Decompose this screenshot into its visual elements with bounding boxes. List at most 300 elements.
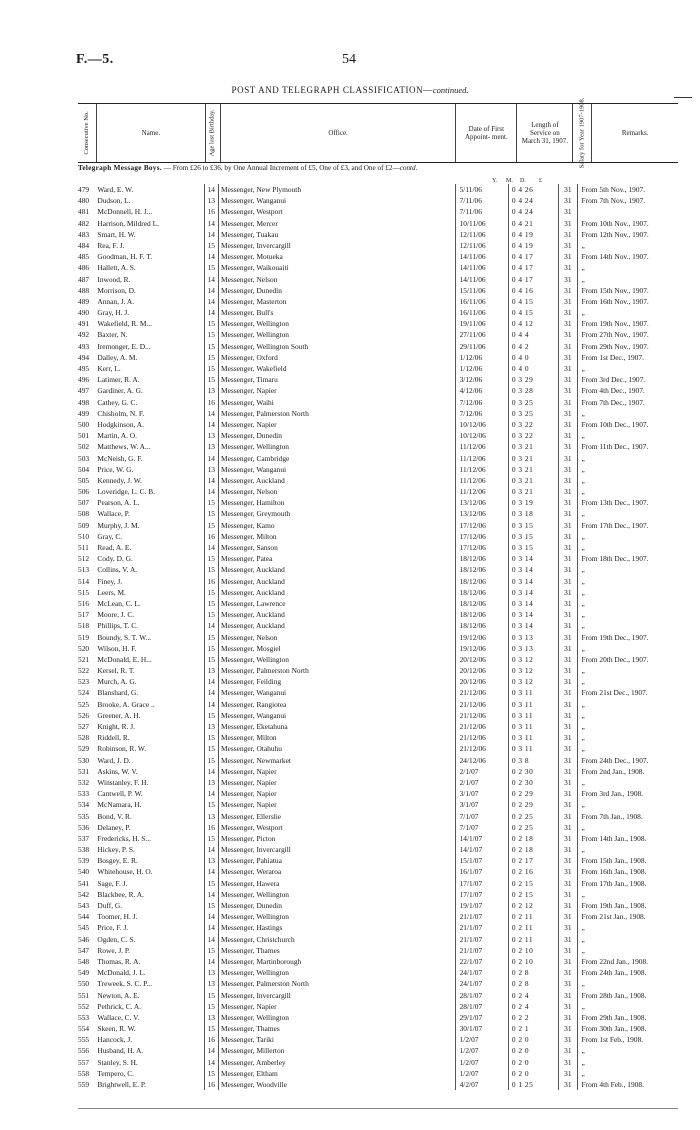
- row-number: 554: [78, 1024, 90, 1034]
- row-remarks: „: [581, 699, 585, 709]
- row-office: Messenger, Napier: [219, 777, 456, 788]
- row-age: 16: [205, 397, 220, 408]
- row-length: 0 3 22: [509, 419, 559, 430]
- row-date: 14/11/06: [456, 262, 509, 273]
- table-row: [78, 990, 678, 1001]
- row-age: 15: [205, 732, 220, 743]
- row-age: 15: [205, 990, 220, 1001]
- row-name: Knight, R. J.: [95, 721, 204, 732]
- row-number: 495: [78, 364, 90, 373]
- row-salary: 31: [559, 866, 577, 877]
- row-remarks: From 28th Jan., 1908.: [581, 990, 647, 1000]
- row-salary: 31: [559, 531, 577, 542]
- row-remarks: „: [581, 733, 585, 743]
- row-age: 14: [205, 956, 220, 967]
- row-age: 15: [205, 374, 220, 385]
- row-salary: 31: [559, 576, 577, 587]
- table-row: [78, 721, 678, 732]
- row-date: 1/2/07: [456, 1057, 509, 1068]
- row-office: Messenger, Waikouaiti: [219, 262, 456, 273]
- row-office: Messenger, Lawrence: [219, 598, 456, 609]
- row-number: 512: [78, 554, 90, 564]
- row-name: Collins, V. A.: [95, 564, 204, 575]
- row-salary: 31: [559, 799, 577, 810]
- row-date: 18/12/06: [456, 587, 509, 598]
- row-salary: 31: [559, 777, 577, 788]
- row-age: 15: [205, 1068, 220, 1079]
- row-number: 556: [78, 1046, 90, 1056]
- row-age: 14: [205, 788, 220, 799]
- row-number: 533: [78, 789, 90, 799]
- row-name: Read, A. E.: [95, 542, 204, 553]
- row-name: Cathey, G. C.: [95, 397, 204, 408]
- row-salary: 31: [559, 1023, 577, 1034]
- row-number: 513: [78, 565, 90, 575]
- row-name: Chisholm, N. F.: [95, 408, 204, 419]
- table-row: [78, 878, 678, 889]
- row-number: 489: [78, 296, 90, 306]
- row-salary: 31: [559, 553, 577, 564]
- row-name: Annan, J. A.: [95, 296, 204, 307]
- row-remarks: „: [581, 475, 585, 485]
- row-age: 15: [205, 1001, 220, 1012]
- row-date: 20/12/06: [456, 665, 509, 676]
- row-office: Messenger, New Plymouth: [219, 184, 456, 195]
- row-office: Messenger, Napier: [219, 788, 456, 799]
- row-office: Messenger, Invercargill: [219, 844, 456, 855]
- row-length: 0 3 18: [509, 508, 559, 519]
- row-length: 0 4 12: [509, 318, 559, 329]
- row-remarks: „: [581, 263, 585, 273]
- row-name: Wilson, H. F.: [95, 643, 204, 654]
- row-name: Pethrick, C. A.: [95, 1001, 204, 1012]
- table-row: [78, 978, 678, 989]
- row-age: 14: [205, 699, 220, 710]
- row-office: Messenger, Auckland: [219, 564, 456, 575]
- row-name: Whitehouse, H. O.: [95, 866, 204, 877]
- row-name: Toomer, H. J.: [95, 911, 204, 922]
- row-office: Messenger, Nelson: [219, 274, 456, 285]
- row-age: 14: [205, 251, 220, 262]
- row-office: Messenger, Amberley: [219, 1057, 456, 1068]
- row-office: Messenger, Auckland: [219, 609, 456, 620]
- row-number: 496: [78, 375, 90, 385]
- row-age: 14: [205, 184, 220, 195]
- row-name: Smart, H. W.: [95, 229, 204, 240]
- row-office: Messenger, Invercargill: [219, 240, 456, 251]
- row-salary: 31: [559, 352, 577, 363]
- row-date: 21/12/06: [456, 732, 509, 743]
- row-remarks: From 16th Jan., 1908.: [581, 867, 647, 877]
- header-office-label: Office.: [328, 128, 348, 137]
- table-row: [78, 766, 678, 777]
- row-name: Cantwell, P. W.: [95, 788, 204, 799]
- row-name: Dalley, A. M.: [95, 352, 204, 363]
- row-length: 0 3 29: [509, 374, 559, 385]
- page-reference: F.—5.: [76, 52, 114, 67]
- header-salary-label: Salary for Year 1907-1908.: [578, 97, 586, 169]
- row-remarks: From 15th Nov., 1907.: [581, 285, 649, 295]
- row-number: 521: [78, 654, 90, 664]
- row-salary: 31: [559, 1068, 577, 1079]
- row-date: 18/12/06: [456, 620, 509, 631]
- row-salary: 31: [559, 699, 577, 710]
- row-number: 538: [78, 845, 90, 855]
- row-date: 19/12/06: [456, 643, 509, 654]
- row-number: 498: [78, 397, 90, 407]
- row-number: 519: [78, 632, 90, 642]
- row-length: 0 3 11: [509, 687, 559, 698]
- row-length: 0 2 25: [509, 811, 559, 822]
- row-date: 24/1/07: [456, 967, 509, 978]
- row-office: Messenger, Wellington: [219, 441, 456, 452]
- row-remarks: „: [581, 945, 585, 955]
- row-name: Harrison, Mildred L.: [95, 218, 204, 229]
- row-office: Messenger, Dunedin: [219, 430, 456, 441]
- row-name: Wallace, C. V.: [95, 1012, 204, 1023]
- row-number: 558: [78, 1068, 90, 1078]
- page-number: 54: [342, 52, 356, 67]
- row-date: 7/1/07: [456, 822, 509, 833]
- table-row: [78, 900, 678, 911]
- row-name: Ward, J. D.: [95, 755, 204, 766]
- row-remarks: „: [581, 274, 585, 284]
- row-number: 483: [78, 229, 90, 239]
- section-heading-text: — From £26 to £36, by One Annual Increment of £5, One of £3, and One of £2—: [161, 164, 400, 172]
- row-name: Boundy, S. T. W...: [95, 632, 204, 643]
- header-length-label: Length of Service on March 31, 1907.: [521, 120, 568, 146]
- row-number: 525: [78, 699, 90, 709]
- row-length: 0 3 28: [509, 385, 559, 396]
- row-age: 16: [205, 822, 220, 833]
- row-name: Rea, F. J.: [95, 240, 204, 251]
- row-length: 0 3 14: [509, 620, 559, 631]
- header-remarks: [592, 104, 678, 162]
- row-salary: 31: [559, 978, 577, 989]
- row-salary: 31: [559, 643, 577, 654]
- row-salary: 31: [559, 878, 577, 889]
- row-number: 501: [78, 431, 90, 441]
- row-name: McDonald, J. L.: [95, 967, 204, 978]
- row-remarks: „: [581, 576, 585, 586]
- table-row: [78, 385, 678, 396]
- row-date: 21/1/07: [456, 945, 509, 956]
- row-age: 15: [205, 262, 220, 273]
- row-remarks: From 21st Dec., 1907.: [581, 688, 648, 698]
- row-length: 0 2 25: [509, 822, 559, 833]
- row-date: 4/2/07: [456, 1079, 509, 1090]
- row-name: Skeen, R. W.: [95, 1023, 204, 1034]
- row-office: Messenger, Woodville: [219, 1079, 456, 1090]
- row-number: 507: [78, 498, 90, 508]
- row-number: 517: [78, 610, 90, 620]
- row-office: Messenger, Palmerston North: [219, 408, 456, 419]
- row-age: 15: [205, 520, 220, 531]
- row-name: Wallace, P.: [95, 508, 204, 519]
- row-remarks: From 1st Dec., 1907.: [581, 352, 644, 362]
- row-date: 10/11/06: [456, 218, 509, 229]
- row-office: Messenger, Palmerston North: [219, 978, 456, 989]
- row-name: Robinson, R. W.: [95, 743, 204, 754]
- row-salary: 31: [559, 262, 577, 273]
- header-consecutive-label: Consecutive No.: [83, 111, 91, 155]
- row-salary: 31: [559, 1079, 577, 1090]
- row-age: 16: [205, 1079, 220, 1090]
- row-date: 16/11/06: [456, 307, 509, 318]
- page-title-continued: continued.: [432, 85, 469, 95]
- row-salary: 31: [559, 822, 577, 833]
- row-age: 16: [205, 206, 220, 217]
- row-age: 15: [205, 553, 220, 564]
- header-age: [206, 104, 221, 162]
- row-date: 27/11/06: [456, 329, 509, 340]
- row-salary: 31: [559, 542, 577, 553]
- row-name: Hancock, J.: [95, 1034, 204, 1045]
- row-remarks: „: [581, 722, 585, 731]
- row-office: Messenger, Auckland: [219, 576, 456, 587]
- row-name: Blackbee, R. A.: [95, 889, 204, 900]
- row-age: 14: [205, 911, 220, 922]
- unit-years: Y.: [492, 178, 498, 184]
- row-date: 3/1/07: [456, 799, 509, 810]
- section-heading-title: Telegraph Message Boys.: [78, 164, 162, 172]
- table-row: [78, 732, 678, 743]
- row-length: 0 4 4: [509, 329, 559, 340]
- row-number: 499: [78, 408, 90, 418]
- row-salary: 31: [559, 419, 577, 430]
- row-age: 13: [205, 1012, 220, 1023]
- row-date: 22/1/07: [456, 956, 509, 967]
- row-number: 500: [78, 419, 90, 429]
- header-date: [456, 104, 517, 162]
- row-date: 1/2/07: [456, 1045, 509, 1056]
- row-age: 14: [205, 889, 220, 900]
- row-length: 0 4 16: [509, 285, 559, 296]
- row-length: 0 2 29: [509, 799, 559, 810]
- table-row: [78, 1045, 678, 1056]
- header-remarks-label: Remarks.: [621, 128, 649, 137]
- row-office: Messenger, Weraroa: [219, 866, 456, 877]
- row-date: 7/11/06: [456, 195, 509, 206]
- row-salary: 31: [559, 195, 577, 206]
- row-remarks: „: [581, 1057, 585, 1067]
- row-length: 0 2 16: [509, 866, 559, 877]
- row-office: Messenger, Milton: [219, 732, 456, 743]
- row-number: 552: [78, 1001, 90, 1011]
- row-date: 1/12/06: [456, 352, 509, 363]
- row-office: Messenger, Mosgiel: [219, 643, 456, 654]
- row-salary: 31: [559, 911, 577, 922]
- row-date: 18/12/06: [456, 609, 509, 620]
- row-remarks: „: [581, 565, 585, 575]
- row-date: 16/1/07: [456, 866, 509, 877]
- row-date: 17/12/06: [456, 520, 509, 531]
- row-date: 24/12/06: [456, 755, 509, 766]
- row-number: 547: [78, 945, 90, 955]
- row-length: 0 3 14: [509, 598, 559, 609]
- row-date: 21/12/06: [456, 721, 509, 732]
- row-salary: 31: [559, 318, 577, 329]
- row-length: 0 2 0: [509, 1057, 559, 1068]
- row-length: 0 2 4: [509, 990, 559, 1001]
- row-salary: 31: [559, 743, 577, 754]
- row-name: Latimer, R. A.: [95, 374, 204, 385]
- row-length: 0 2 11: [509, 922, 559, 933]
- row-length: 0 3 19: [509, 497, 559, 508]
- unit-months: M.: [506, 178, 513, 184]
- row-number: 548: [78, 956, 90, 966]
- table-bottom-rule: [78, 1108, 678, 1109]
- table-row: [78, 844, 678, 855]
- table-row: [78, 1057, 678, 1068]
- row-salary: 31: [559, 296, 577, 307]
- row-name: Treweek, S. C. P...: [95, 978, 204, 989]
- row-age: 15: [205, 878, 220, 889]
- row-age: 15: [205, 329, 220, 340]
- row-date: 15/11/06: [456, 285, 509, 296]
- row-number: 490: [78, 308, 90, 318]
- table-row: [78, 453, 678, 464]
- row-name: Moore, J. C.: [95, 609, 204, 620]
- row-number: 504: [78, 464, 90, 474]
- table-row: [78, 285, 678, 296]
- row-office: Messenger, Napier: [219, 419, 456, 430]
- row-office: Messenger, Ellerslie: [219, 811, 456, 822]
- row-salary: 31: [559, 329, 577, 340]
- row-salary: 31: [559, 844, 577, 855]
- row-date: 13/12/06: [456, 497, 509, 508]
- row-office: Messenger, Nelson: [219, 632, 456, 643]
- row-number: 493: [78, 341, 90, 351]
- table-row: [78, 945, 678, 956]
- row-salary: 31: [559, 1001, 577, 1012]
- row-remarks: From 24th Jan., 1908.: [581, 968, 647, 978]
- row-remarks: „: [581, 509, 585, 519]
- table-row: [78, 1079, 678, 1090]
- row-salary: 31: [559, 1045, 577, 1056]
- row-office: Messenger, Feilding: [219, 676, 456, 687]
- row-number: 515: [78, 587, 90, 597]
- row-age: 13: [205, 811, 220, 822]
- row-office: Messenger, Wanganui: [219, 710, 456, 721]
- row-remarks: From 19th Dec., 1907.: [581, 632, 649, 642]
- row-name: Winstanley, F. H.: [95, 777, 204, 788]
- row-name: McLean, C. L.: [95, 598, 204, 609]
- row-number: 522: [78, 666, 90, 676]
- row-remarks: „: [581, 364, 585, 373]
- row-office: Messenger, Motueka: [219, 251, 456, 262]
- row-office: Messenger, Auckland: [219, 587, 456, 598]
- row-number: 492: [78, 330, 90, 340]
- row-salary: 31: [559, 240, 577, 251]
- row-salary: 31: [559, 285, 577, 296]
- row-office: Messenger, Sanson: [219, 542, 456, 553]
- row-date: 7/1/07: [456, 811, 509, 822]
- row-office: Messenger, Pahiatua: [219, 855, 456, 866]
- row-name: Gray, H. J.: [95, 307, 204, 318]
- row-date: 11/12/06: [456, 475, 509, 486]
- table-row: [78, 508, 678, 519]
- table-row: [78, 587, 678, 598]
- row-salary: 31: [559, 464, 577, 475]
- row-salary: 31: [559, 676, 577, 687]
- row-office: Messenger, Wellington: [219, 889, 456, 900]
- table-row: [78, 643, 678, 654]
- page-title-text: POST AND TELEGRAPH CLASSIFICATION—: [231, 85, 433, 95]
- table-row: [78, 486, 678, 497]
- row-remarks: „: [581, 923, 585, 933]
- row-date: 3/12/06: [456, 374, 509, 385]
- row-length: 0 4 17: [509, 251, 559, 262]
- table-row: [78, 464, 678, 475]
- row-remarks: [578, 206, 679, 217]
- row-remarks: „: [581, 431, 585, 441]
- row-age: 15: [205, 318, 220, 329]
- row-salary: 31: [559, 721, 577, 732]
- row-length: 0 3 8: [509, 755, 559, 766]
- row-office: Messenger, Martinborough: [219, 956, 456, 967]
- row-number: 559: [78, 1080, 90, 1089]
- row-number: 518: [78, 621, 90, 631]
- table-row: [78, 374, 678, 385]
- row-name: Fredericks, H. S...: [95, 833, 204, 844]
- row-salary: 31: [559, 889, 577, 900]
- row-name: Dudson, L.: [95, 195, 204, 206]
- row-name: Tempero, C.: [95, 1068, 204, 1079]
- row-age: 14: [205, 486, 220, 497]
- row-name: Cody, D. G.: [95, 553, 204, 564]
- table-row: [78, 218, 678, 229]
- row-date: 14/11/06: [456, 274, 509, 285]
- row-length: 0 2 15: [509, 889, 559, 900]
- row-name: Riddell, R.: [95, 732, 204, 743]
- row-office: Messenger, Christchurch: [219, 934, 456, 945]
- row-number: 530: [78, 755, 90, 765]
- row-remarks: „: [581, 1068, 585, 1078]
- row-length: 0 3 11: [509, 743, 559, 754]
- row-age: 14: [205, 419, 220, 430]
- row-name: McDonnell, H. J...: [95, 206, 204, 217]
- table-row: [78, 699, 678, 710]
- row-length: 0 2 29: [509, 788, 559, 799]
- row-date: 12/11/06: [456, 240, 509, 251]
- row-number: 534: [78, 800, 90, 810]
- row-name: Askins, W. V.: [95, 766, 204, 777]
- row-number: 514: [78, 576, 90, 586]
- table-row: [78, 1023, 678, 1034]
- row-remarks: „: [581, 587, 585, 597]
- row-name: Stanley, S. H.: [95, 1057, 204, 1068]
- row-length: 0 2 10: [509, 945, 559, 956]
- row-remarks: From 10th Nov., 1907.: [581, 218, 649, 228]
- row-remarks: From 4th Dec., 1907.: [581, 386, 645, 396]
- row-age: 14: [205, 1045, 220, 1056]
- row-length: 0 3 15: [509, 531, 559, 542]
- row-office: Messenger, Nelson: [219, 486, 456, 497]
- row-number: 543: [78, 901, 90, 910]
- row-date: 15/1/07: [456, 855, 509, 866]
- row-salary: 31: [559, 766, 577, 777]
- row-age: 15: [205, 710, 220, 721]
- table-row: [78, 710, 678, 721]
- row-salary: 31: [559, 218, 577, 229]
- row-number: 551: [78, 990, 90, 1000]
- row-salary: 31: [559, 956, 577, 967]
- row-age: 14: [205, 285, 220, 296]
- row-length: 0 3 21: [509, 453, 559, 464]
- row-remarks: „: [581, 408, 585, 418]
- row-name: McNamara, H.: [95, 799, 204, 810]
